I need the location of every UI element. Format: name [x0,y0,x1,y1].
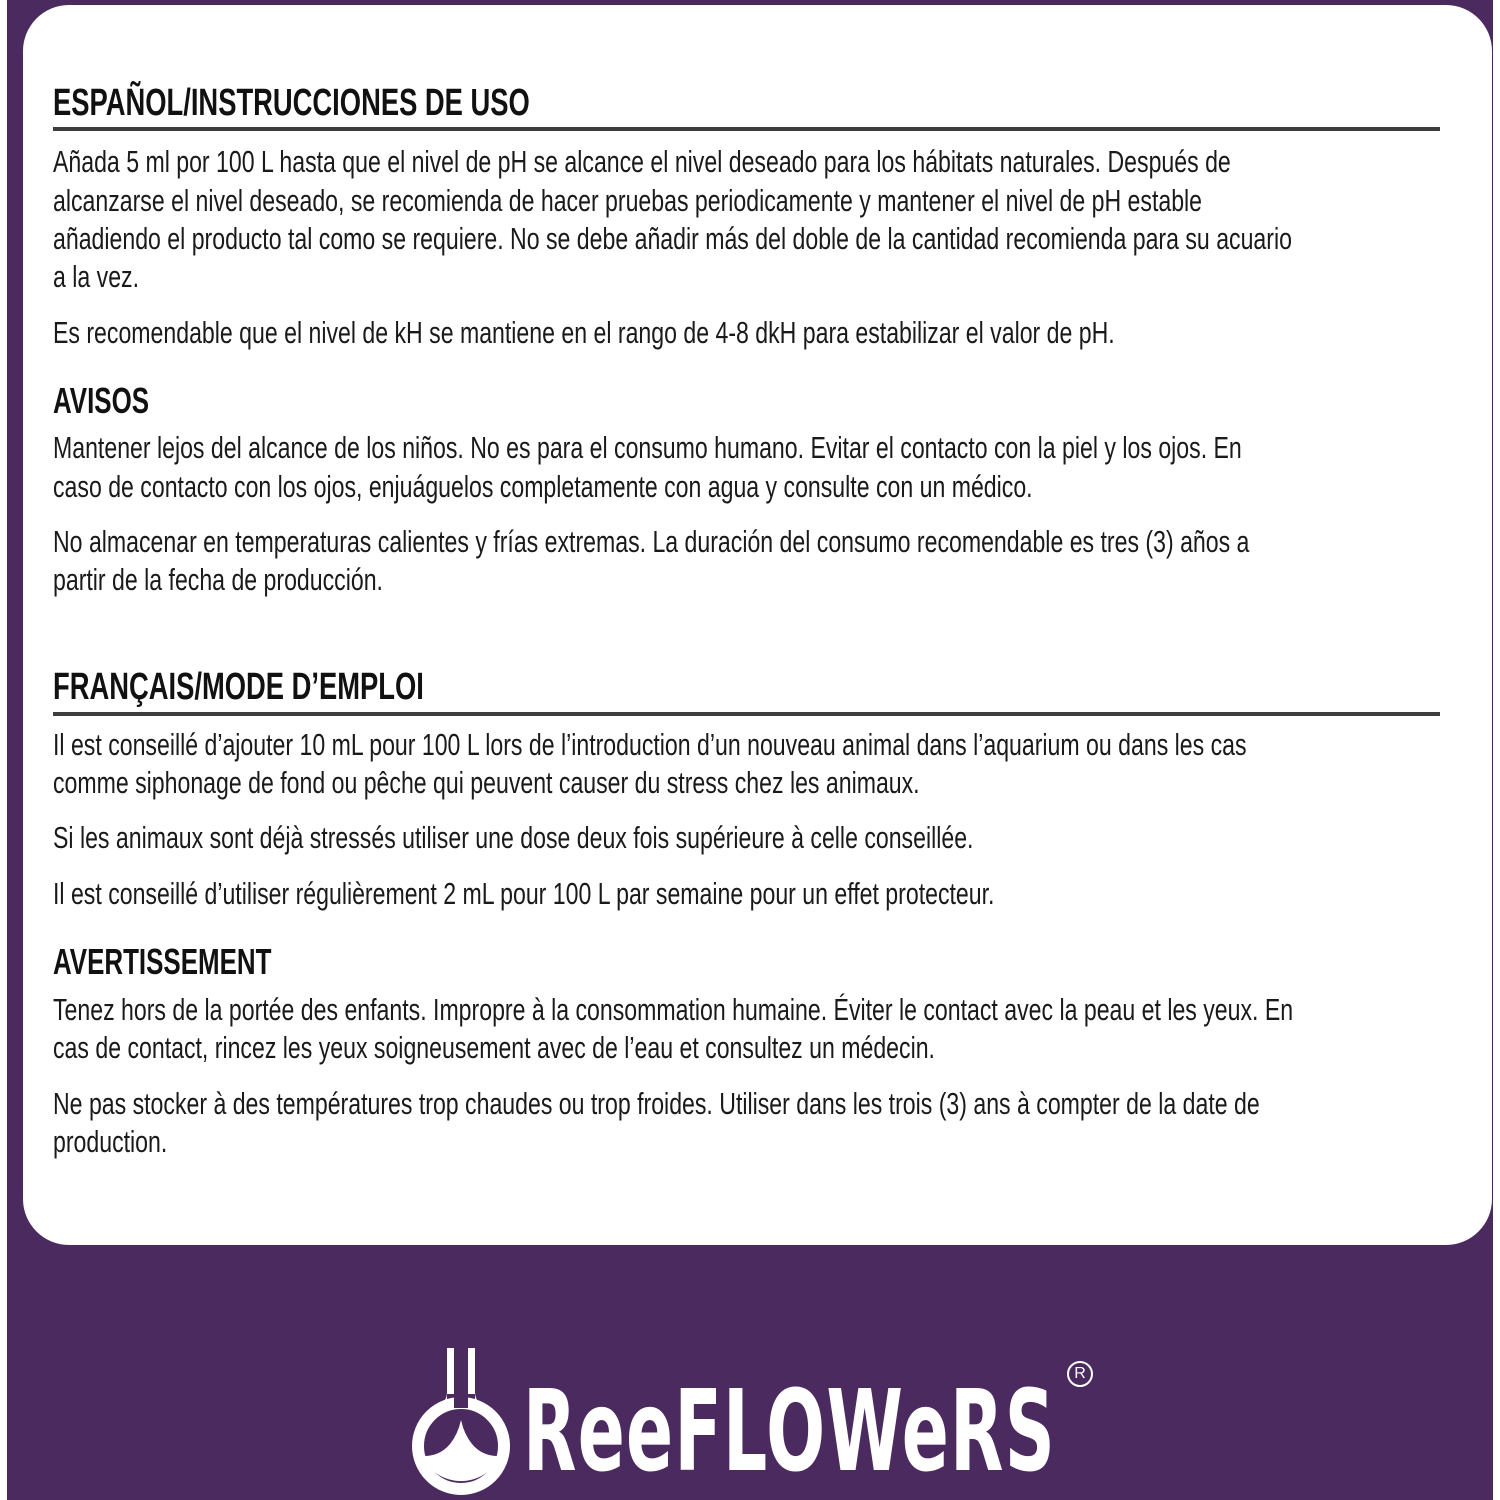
french-instructions-line-2: comme siphonage de fond ou pêche qui peuvent causer du stress chez les animaux. [53,765,920,800]
french-storage-line-2: production. [53,1124,168,1159]
french-section-title: FRANÇAIS/MODE D’EMPLOI [53,666,424,708]
spanish-instructions-line-2: alcanzarse el nivel deseado, se recomienda de hacer pruebas periodicamente y mantener el nivel de pH estable [53,183,1203,218]
spanish-section-title: ESPAÑOL/INSTRUCCIONES DE USO [53,82,530,124]
brand-logo [405,1345,1105,1495]
brand-name: ReeFLOWeRS [523,1367,1056,1497]
french-warnings-title: AVERTISSEMENT [53,941,272,982]
flask-icon [410,1348,510,1496]
spanish-warnings-line-2: caso de contacto con los ojos, enjuáguelos completamente con agua y consulte con un médico. [53,469,1033,504]
french-warnings-line-2: cas de contact, rincez les yeux soigneusement avec de l’eau et consultez un médecin. [53,1030,935,1065]
spanish-kh-note: Es recomendable que el nivel de kH se mantiene en el rango de 4-8 dkH para estabilizar el valor de pH. [53,315,1115,350]
spanish-storage-line-2: partir de la fecha de producción. [53,562,383,597]
spanish-title-rule [53,127,1440,131]
spanish-storage-line-1: No almacenar en temperaturas calientes y frías extremas. La duración del consumo recomendable es tres (3) años a [53,524,1250,559]
spanish-instructions-line-3: añadiendo el producto tal como se requiere. No se debe añadir más del doble de la cantidad recomienda para su acuario [53,221,1292,256]
spanish-warnings-line-1: Mantener lejos del alcance de los niños. No es para el consumo humano. Evitar el contacto con la piel y los ojos. En [53,430,1242,465]
french-warnings-line-1: Tenez hors de la portée des enfants. Impropre à la consommation humaine. Éviter le contact avec la peau et les yeux. En [53,992,1294,1027]
spanish-instructions-line-1: Añada 5 ml por 100 L hasta que el nivel de pH se alcance el nivel deseado para los hábitats naturales. Después de [53,144,1231,179]
registered-trademark-mark: R [1067,1361,1093,1387]
french-instructions-line-1: Il est conseillé d’ajouter 10 mL pour 100 L lors de l’introduction d’un nouveau animal dans l’aquarium ou dans les cas [53,727,1247,762]
french-title-rule [53,712,1440,716]
spanish-instructions-line-4: a la vez. [53,259,140,294]
french-stressed-note: Si les animaux sont déjà stressés utiliser une dose deux fois supérieure à celle conseillée. [53,820,974,855]
spanish-warnings-title: AVISOS [53,380,150,421]
french-storage-line-1: Ne pas stocker à des températures trop chaudes ou trop froides. Utiliser dans les trois (3) ans à compter de la date de [53,1086,1260,1121]
french-regular-note: Il est conseillé d’utiliser régulièrement 2 mL pour 100 L par semaine pour un effet protecteur. [53,876,995,911]
